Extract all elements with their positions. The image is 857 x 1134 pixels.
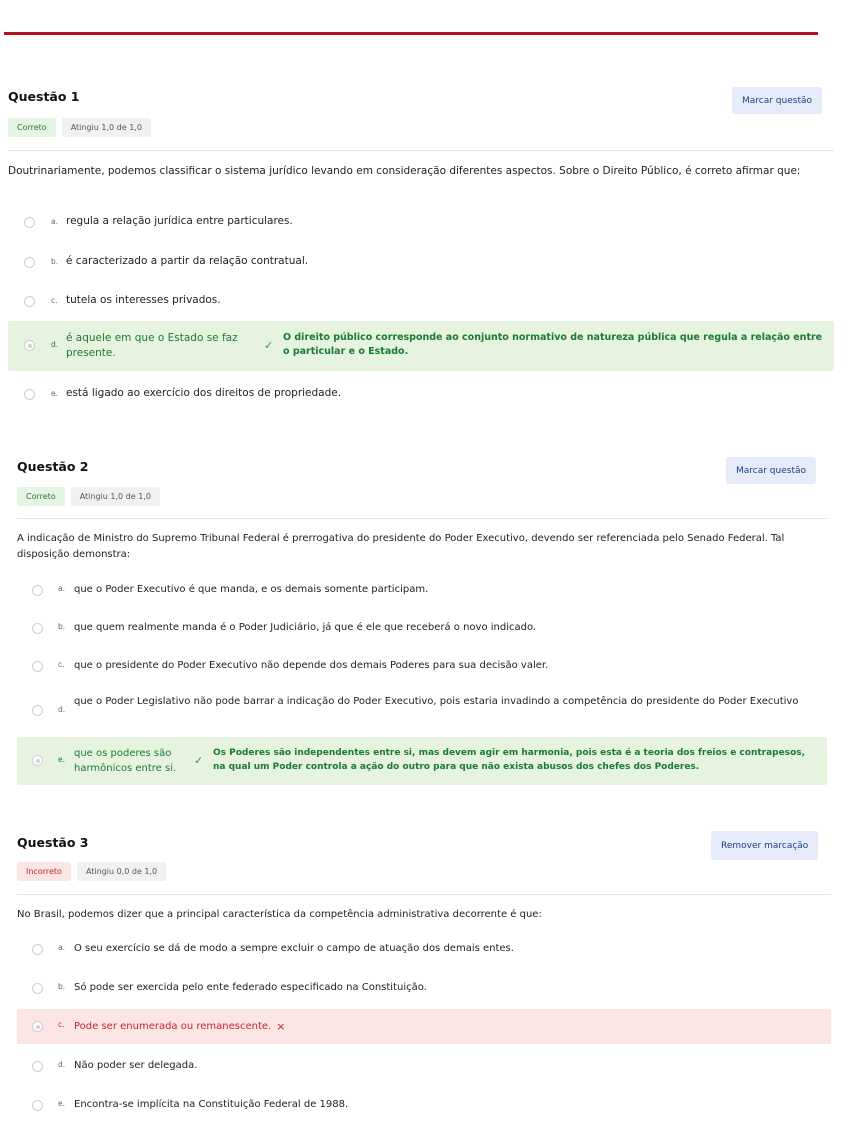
check-icon: ✓ bbox=[264, 339, 274, 352]
option-letter: b. bbox=[58, 982, 66, 991]
option-text: que o Poder Legislativo não pode barrar a indicação do Poder Executivo, pois estaria invadindo a competência do presidente do Poder Executivo bbox=[74, 696, 799, 707]
option-text-wrap bbox=[74, 1019, 285, 1034]
option-letter: b. bbox=[58, 622, 66, 631]
option-b[interactable] bbox=[17, 977, 831, 999]
option-e[interactable] bbox=[17, 1094, 831, 1116]
option-text: Pode ser enumerada ou remanescente. bbox=[74, 1021, 272, 1032]
question-3 bbox=[17, 831, 831, 1121]
option-radio[interactable] bbox=[24, 389, 35, 400]
option-radio[interactable] bbox=[24, 217, 35, 228]
option-b[interactable] bbox=[8, 251, 834, 273]
option-text: O seu exercício se dá de modo a sempre excluir o campo de atuação dos demais entes. bbox=[74, 943, 514, 954]
option-c[interactable] bbox=[17, 655, 827, 677]
question-text: No Brasil, podemos dizer que a principal característica da competência administrativa decorrente é que: bbox=[17, 909, 542, 920]
option-letter: d. bbox=[58, 1060, 66, 1069]
question-badges bbox=[17, 487, 160, 506]
option-d[interactable] bbox=[17, 1055, 831, 1077]
option-radio[interactable] bbox=[32, 585, 43, 596]
option-c[interactable] bbox=[8, 290, 834, 312]
option-radio[interactable] bbox=[32, 661, 43, 672]
option-letter: d. bbox=[51, 340, 59, 349]
option-a[interactable] bbox=[8, 211, 834, 233]
grade-badge: Atingiu 1,0 de 1,0 bbox=[71, 487, 160, 506]
feedback-text: Os Poderes são independentes entre si, mas devem agir em harmonia, pois esta é a teoria dos freios e contrapesos, na qual um Poder controla a ação do outro para que não exista abusos dos chefes dos Poderes. bbox=[213, 748, 806, 772]
option-d-correct[interactable] bbox=[8, 321, 834, 371]
option-text: Não poder ser delegada. bbox=[74, 1060, 198, 1071]
option-radio[interactable] bbox=[32, 1100, 43, 1111]
option-letter: a. bbox=[58, 584, 65, 593]
option-letter: d. bbox=[58, 705, 66, 714]
grade-badge: Atingiu 0,0 de 1,0 bbox=[77, 862, 166, 881]
status-badge: Correto bbox=[8, 118, 56, 137]
option-text: que quem realmente manda é o Poder Judiciário, já que é ele que receberá o novo indicado. bbox=[74, 622, 537, 633]
mark-question-button[interactable]: Marcar questão bbox=[732, 87, 822, 114]
mark-question-button[interactable]: Marcar questão bbox=[726, 457, 816, 484]
option-a[interactable] bbox=[17, 579, 827, 601]
option-radio[interactable] bbox=[32, 1021, 43, 1032]
remove-mark-button[interactable]: Remover marcação bbox=[711, 831, 818, 860]
option-radio[interactable] bbox=[24, 257, 35, 268]
check-icon: ✓ bbox=[194, 754, 204, 767]
option-text: Encontra-se implícita na Constituição Federal de 1988. bbox=[74, 1099, 349, 1110]
question-text: A indicação de Ministro do Supremo Tribunal Federal é prerrogativa do presidente do Poder Executivo, devendo ser referenciada pelo Senado Federal. Tal disposição demonstra: bbox=[17, 533, 785, 560]
option-c-wrong[interactable] bbox=[17, 1009, 831, 1044]
option-letter: a. bbox=[58, 943, 65, 952]
question-badges bbox=[8, 118, 151, 137]
question-badges bbox=[17, 862, 166, 881]
option-letter: b. bbox=[51, 257, 59, 266]
question-title: Questão 3 bbox=[17, 835, 89, 850]
option-text: que o Poder Executivo é que manda, e os demais somente participam. bbox=[74, 584, 429, 595]
question-text: Doutrinariamente, podemos classificar o sistema jurídico levando em consideração diferentes aspectos. Sobre o Direito Público, é correto afirmar que: bbox=[8, 165, 801, 177]
option-text: que os poderes são harmônicos entre si. bbox=[74, 748, 177, 774]
question-title: Questão 2 bbox=[17, 459, 89, 474]
question-2 bbox=[17, 457, 827, 787]
option-radio[interactable] bbox=[32, 1061, 43, 1072]
x-icon: × bbox=[276, 1020, 286, 1033]
option-text: tutela os interesses privados. bbox=[66, 294, 221, 306]
option-letter: a. bbox=[51, 217, 58, 226]
header-divider bbox=[4, 32, 818, 35]
option-text: é aquele em que o Estado se faz presente. bbox=[66, 332, 238, 359]
option-text: que o presidente do Poder Executivo não depende dos demais Poderes para sua decisão valer. bbox=[74, 660, 549, 671]
option-e[interactable] bbox=[8, 383, 834, 405]
feedback-text: O direito público corresponde ao conjunto normativo de natureza pública que regula a relação entre o particular e o Estado. bbox=[283, 332, 823, 357]
option-letter: e. bbox=[58, 755, 65, 764]
option-text: regula a relação jurídica entre particulares. bbox=[66, 215, 293, 227]
option-a[interactable] bbox=[17, 938, 831, 960]
option-letter: c. bbox=[51, 296, 58, 305]
option-radio[interactable] bbox=[32, 944, 43, 955]
divider bbox=[8, 150, 834, 151]
option-text: está ligado ao exercício dos direitos de propriedade. bbox=[66, 387, 342, 399]
option-d[interactable] bbox=[17, 692, 827, 728]
option-letter: c. bbox=[58, 1020, 65, 1029]
status-badge: Incorreto bbox=[17, 862, 71, 881]
option-letter: e. bbox=[58, 1099, 65, 1108]
option-radio[interactable] bbox=[32, 623, 43, 634]
option-radio[interactable] bbox=[24, 340, 35, 351]
option-radio[interactable] bbox=[32, 983, 43, 994]
status-badge: Correto bbox=[17, 487, 65, 506]
option-text: é caracterizado a partir da relação contratual. bbox=[66, 255, 309, 267]
question-title: Questão 1 bbox=[8, 89, 80, 104]
option-radio[interactable] bbox=[32, 705, 43, 716]
option-b[interactable] bbox=[17, 617, 827, 639]
grade-badge: Atingiu 1,0 de 1,0 bbox=[62, 118, 151, 137]
option-text: Só pode ser exercida pelo ente federado especificado na Constituição. bbox=[74, 982, 427, 993]
option-letter: c. bbox=[58, 660, 65, 669]
option-letter: e. bbox=[51, 389, 58, 398]
option-e-correct[interactable] bbox=[17, 737, 827, 785]
question-1 bbox=[8, 87, 834, 407]
divider bbox=[17, 518, 827, 519]
divider bbox=[17, 894, 831, 895]
option-radio[interactable] bbox=[24, 296, 35, 307]
option-radio[interactable] bbox=[32, 755, 43, 766]
